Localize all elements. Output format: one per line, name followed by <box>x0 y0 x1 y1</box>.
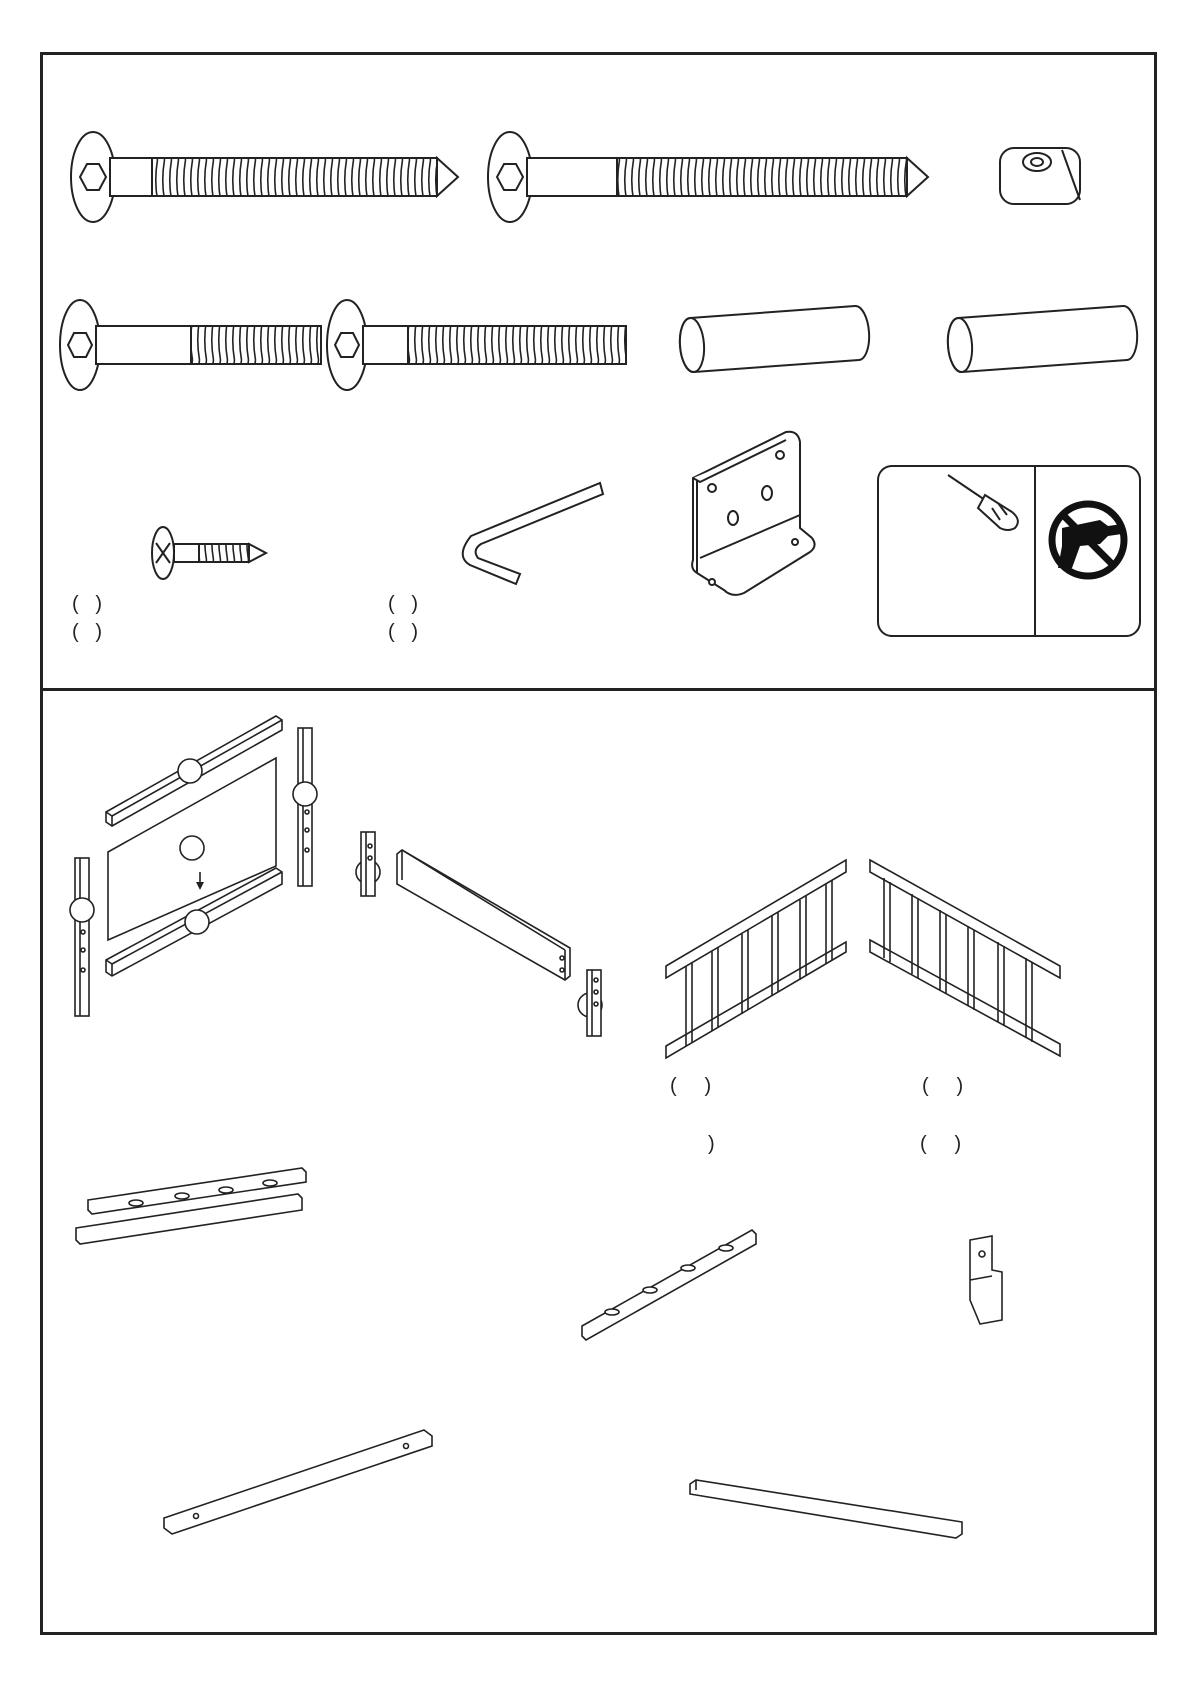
metal-bracket-icon <box>692 432 814 595</box>
footboard-rail <box>397 850 570 980</box>
wooden-dowel-a-icon <box>678 306 869 373</box>
hex-bolt-long-icon <box>327 300 626 390</box>
wooden-dowel-b-icon <box>946 306 1137 373</box>
slat-board-plain <box>690 1480 962 1538</box>
slotted-rail-pair <box>76 1168 306 1244</box>
barrel-nut-icon <box>1000 148 1080 204</box>
phillips-screw-icon <box>152 527 266 579</box>
footboard-right-post <box>587 970 601 1036</box>
rail-right-count-bracket-2: ( ) <box>920 1133 962 1155</box>
key-count-bracket-2: ( ) <box>388 621 418 643</box>
long-hex-bolt-b-icon <box>488 132 928 222</box>
foot-block <box>970 1236 1002 1324</box>
slotted-rail-single <box>582 1230 756 1340</box>
headboard-right-post <box>298 728 312 886</box>
allen-key-icon <box>463 483 603 584</box>
side-guard-rail-left <box>666 860 846 1058</box>
slat-board-drilled <box>164 1430 432 1534</box>
no-power-drill-icon <box>1052 504 1124 576</box>
rail-left-count-bracket-2: ) <box>708 1133 715 1155</box>
rail-right-count-bracket-1: ( ) <box>922 1075 964 1097</box>
screw-count-bracket-2: ( ) <box>72 621 102 643</box>
side-guard-rail-right <box>870 860 1060 1056</box>
long-hex-bolt-a-icon <box>71 132 458 222</box>
key-count-bracket-1: ( ) <box>388 593 418 615</box>
rail-left-count-bracket-1: ( ) <box>670 1075 712 1097</box>
headboard-left-post <box>75 858 89 1016</box>
hex-bolt-short-icon <box>60 300 321 390</box>
footboard-left-post <box>361 832 375 896</box>
screw-count-bracket-1: ( ) <box>72 593 102 615</box>
